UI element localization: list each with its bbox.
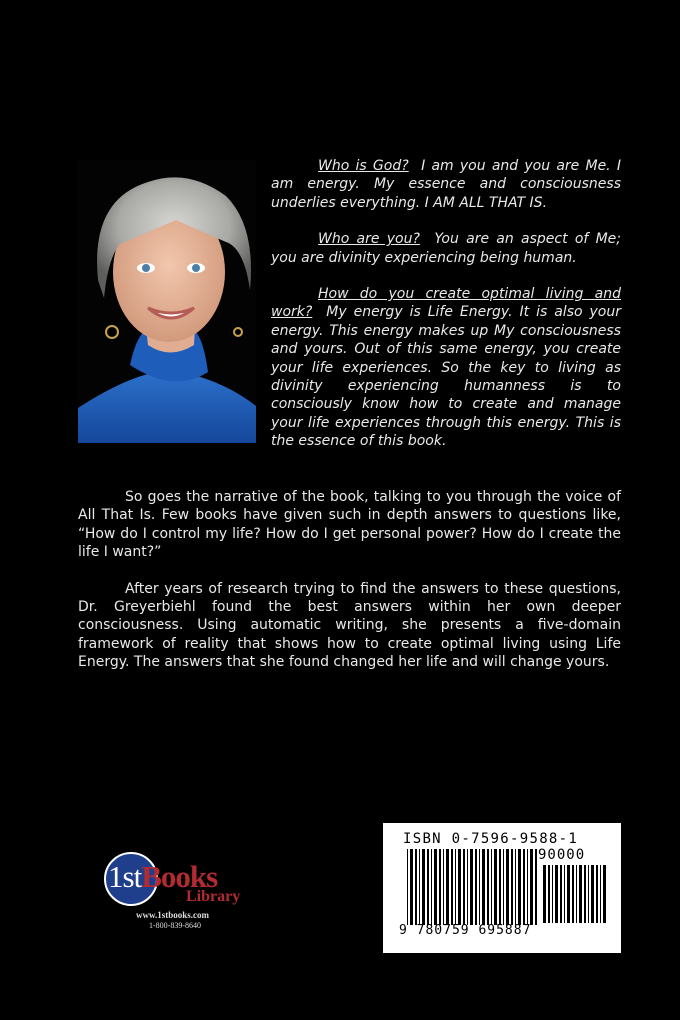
barcode-bar xyxy=(463,849,465,925)
barcode-bar xyxy=(515,849,516,925)
barcode-bar xyxy=(422,849,425,925)
description-paragraph-1: So goes the narrative of the book, talking to you through the voice of All That Is. Few books have given such in depth answers to questions like, “How do I control my life? How do I get personal power? How do I create the life I want?” xyxy=(78,489,621,561)
barcode-bar xyxy=(572,865,574,923)
addon-barcode xyxy=(543,865,609,923)
barcode-panel xyxy=(383,823,621,953)
publisher-logo xyxy=(104,852,254,932)
barcode-bar xyxy=(523,849,525,925)
barcode-bar xyxy=(431,849,432,925)
answer-optimal-living: My energy is Life Energy. It is also your energy. This energy makes up My consciousness and yours. Out of this same energy, you create your life experiences. So the key to living as divinity experiencing humanness is to consciously know how to create and manage your life experiences through this energy. This is the essence of this book. xyxy=(271,304,622,450)
barcode-bar xyxy=(567,865,570,923)
barcode-bar xyxy=(499,849,501,925)
publisher-phone: 1-800-839-8640 xyxy=(149,921,201,930)
barcode-bar xyxy=(530,849,533,925)
barcode-bar xyxy=(470,849,473,925)
photo-spacer xyxy=(78,157,271,447)
barcode-bar xyxy=(487,849,489,925)
barcode-bar xyxy=(427,849,429,925)
description-text xyxy=(78,488,621,690)
barcode-bar xyxy=(458,849,461,925)
intro-text xyxy=(78,157,621,469)
barcode-bar xyxy=(603,865,606,923)
description-paragraph-2: After years of research trying to find the answers to these questions, Dr. Greyerbiehl found the best answers within her own deeper consciousness. Using automatic writing, she presents a five-domain framework of reality that shows how to create optimal living using Life Energy. The answers that she found changed her life and will change yours. xyxy=(78,580,621,671)
ean-digits-text: 9 780759 695887 xyxy=(399,923,532,938)
logo-books-word: Books xyxy=(141,859,218,894)
barcode-bar xyxy=(576,865,577,923)
barcode-bar xyxy=(434,849,437,925)
barcode-bar xyxy=(543,865,546,923)
barcode-bar xyxy=(518,849,521,925)
barcode-bar xyxy=(410,849,413,925)
barcode-bar xyxy=(527,849,528,925)
barcode-bar xyxy=(419,849,420,925)
barcode-bar xyxy=(588,865,589,923)
barcode-bar xyxy=(535,849,537,925)
barcode-bar xyxy=(548,865,550,923)
question-who-is-god: Who is God? xyxy=(318,158,409,174)
barcode-bar xyxy=(506,849,509,925)
barcode-bar xyxy=(564,865,565,923)
barcode-bar xyxy=(560,865,562,923)
barcode-bar xyxy=(591,865,594,923)
barcode-bar xyxy=(451,849,453,925)
logo-number: 1st xyxy=(108,859,142,894)
question-who-are-you: Who are you? xyxy=(318,231,420,248)
publisher-url: www.1stbooks.com xyxy=(136,910,210,920)
barcode-bar xyxy=(511,849,513,925)
answer-who-is-god: I am you and you are Me. I am energy. My essence and consciousness underlies everything. I AM ALL THAT IS. xyxy=(271,158,621,211)
barcode-bar xyxy=(494,849,497,925)
barcode-bar xyxy=(600,865,601,923)
barcode-bar xyxy=(443,849,444,925)
barcode-bar xyxy=(555,865,558,923)
logo-library-word: Library xyxy=(186,888,241,905)
ean-barcode xyxy=(407,849,539,925)
barcode-bar xyxy=(479,849,480,925)
barcode-bar xyxy=(446,849,449,925)
barcode-bar xyxy=(439,849,441,925)
barcode-bar xyxy=(491,849,492,925)
barcode-bar xyxy=(415,849,417,925)
answer-who-are-you: You are an aspect of Me; you are divinity experiencing being human. xyxy=(271,231,621,266)
question-optimal-living: How do you create optimal living and work? xyxy=(271,286,621,321)
barcode-bar xyxy=(579,865,582,923)
barcode-bar xyxy=(596,865,598,923)
isbn-text: ISBN 0-7596-9588-1 xyxy=(403,831,579,847)
barcode-bar xyxy=(467,849,468,925)
price-code-text: 90000 xyxy=(538,847,586,863)
barcode-bar xyxy=(407,849,408,925)
barcode-bar xyxy=(455,849,456,925)
barcode-bar xyxy=(482,849,485,925)
barcode-bar xyxy=(475,849,477,925)
barcode-bar xyxy=(503,849,504,925)
barcode-bar xyxy=(584,865,586,923)
barcode-bar xyxy=(552,865,553,923)
